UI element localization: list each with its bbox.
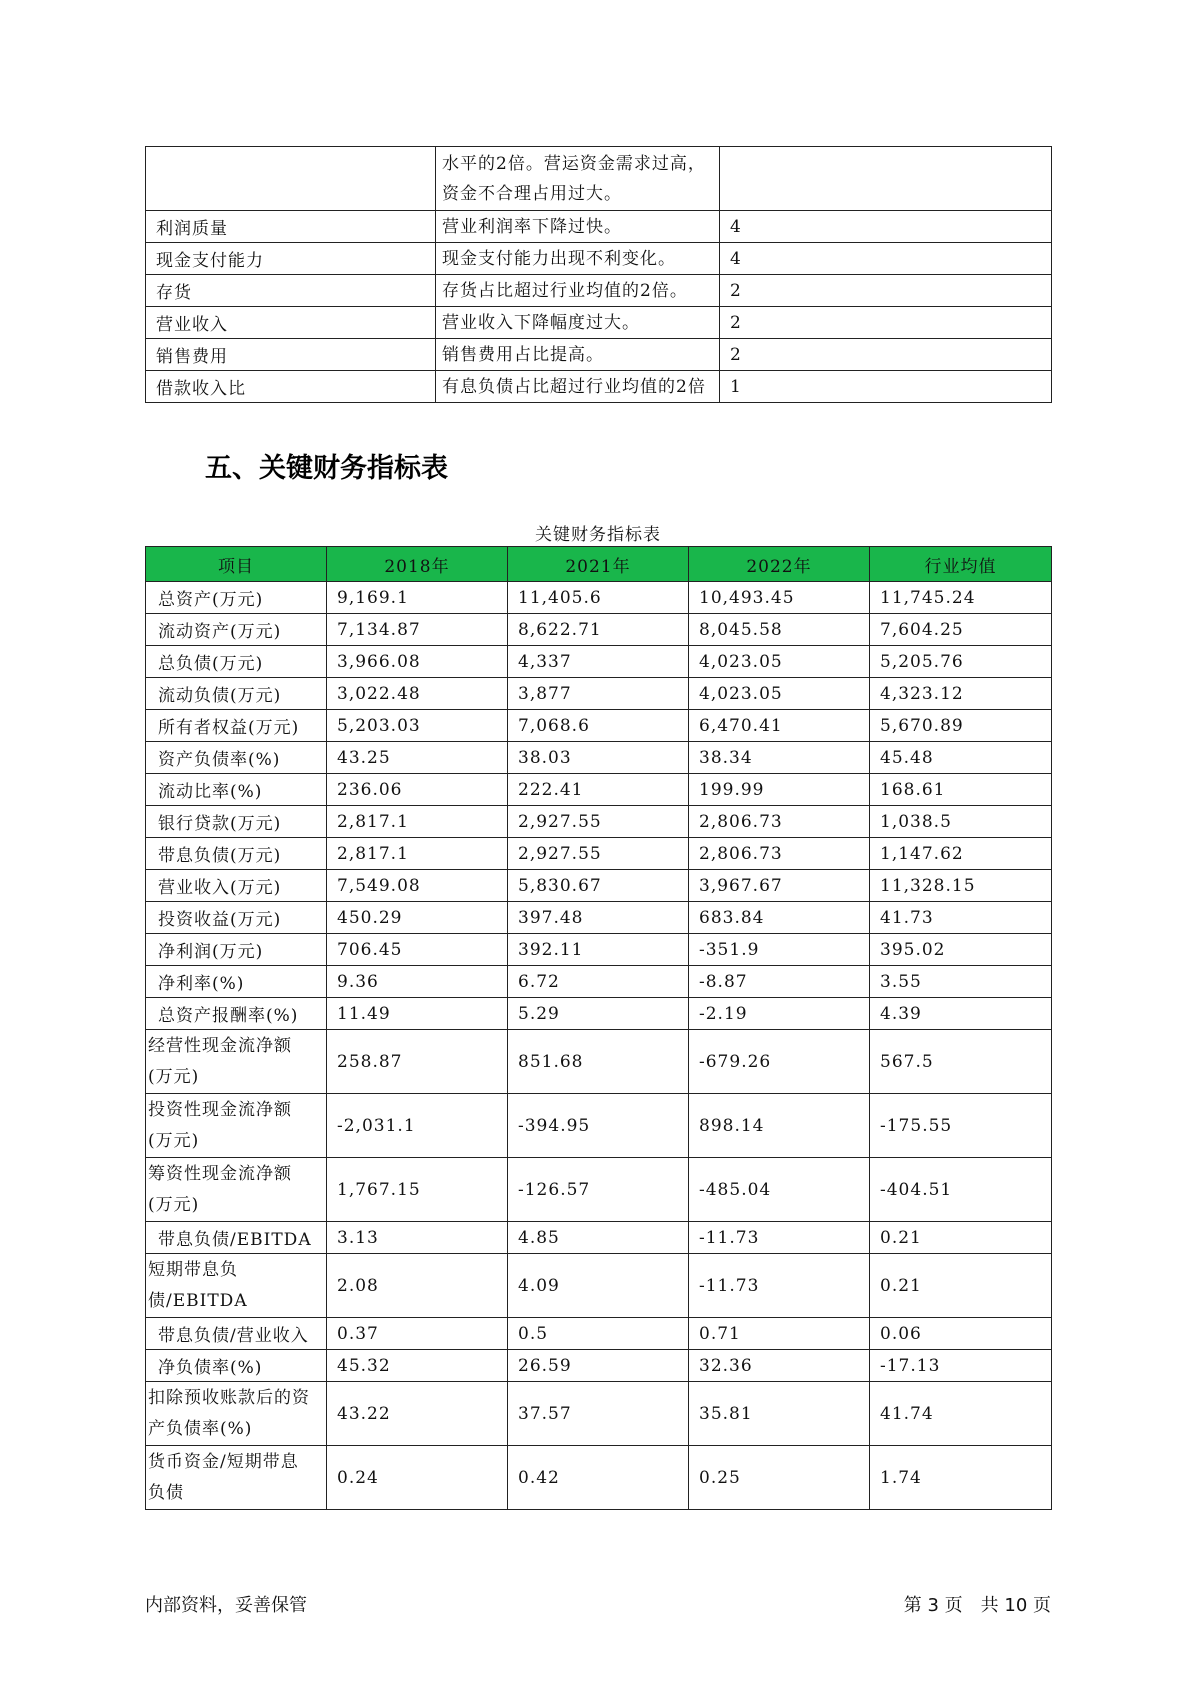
indicator-label: 流动负债(万元): [146, 678, 327, 710]
indicator-value: -126.57: [508, 1158, 689, 1222]
indicator-value: 11,745.24: [870, 582, 1052, 614]
indicator-value: 7,549.08: [327, 870, 508, 902]
risk-score-cell: 4: [720, 243, 1052, 275]
risk-item-cell: 利润质量: [146, 211, 436, 243]
risk-row: [146, 339, 1052, 371]
header-industry-average: 行业均值: [870, 547, 1052, 582]
indicator-value: 7,068.6: [508, 710, 689, 742]
indicator-value: 2,927.55: [508, 806, 689, 838]
indicator-value: 258.87: [327, 1030, 508, 1094]
indicator-value: 2,927.55: [508, 838, 689, 870]
indicator-value: 898.14: [689, 1094, 870, 1158]
indicator-value: 4,323.12: [870, 678, 1052, 710]
indicator-value: 392.11: [508, 934, 689, 966]
risk-score-cell: 1: [720, 371, 1052, 403]
indicator-label: 所有者权益(万元): [146, 710, 327, 742]
indicator-value: 1,767.15: [327, 1158, 508, 1222]
risk-row: [146, 307, 1052, 339]
risk-item-cell: [146, 147, 436, 211]
indicator-value: 0.71: [689, 1318, 870, 1350]
table-row: [146, 614, 1052, 646]
indicator-value: 3.55: [870, 966, 1052, 998]
indicator-label: 总负债(万元): [146, 646, 327, 678]
indicator-value: 1.74: [870, 1446, 1052, 1510]
indicator-value: -351.9: [689, 934, 870, 966]
table-row: [146, 1158, 1052, 1222]
table-row: [146, 1318, 1052, 1350]
indicator-label: 投资收益(万元): [146, 902, 327, 934]
indicator-value: 2,817.1: [327, 806, 508, 838]
indicator-value: 3,877: [508, 678, 689, 710]
indicator-value: 567.5: [870, 1030, 1052, 1094]
table-row: [146, 1446, 1052, 1510]
indicator-value: 41.73: [870, 902, 1052, 934]
table-row: [146, 806, 1052, 838]
indicator-value: 1,038.5: [870, 806, 1052, 838]
indicator-value: 5,203.03: [327, 710, 508, 742]
indicator-value: 43.22: [327, 1382, 508, 1446]
indicator-label: 资产负债率(%): [146, 742, 327, 774]
indicator-label: 带息负债/EBITDA: [146, 1222, 327, 1254]
indicator-value: -17.13: [870, 1350, 1052, 1382]
indicator-value: -2,031.1: [327, 1094, 508, 1158]
indicator-value: 4,023.05: [689, 678, 870, 710]
header-2021: 2021年: [508, 547, 689, 582]
table-row: [146, 902, 1052, 934]
indicator-value: 0.24: [327, 1446, 508, 1510]
indicator-value: -2.19: [689, 998, 870, 1030]
risk-row: [146, 243, 1052, 275]
indicator-value: 2.08: [327, 1254, 508, 1318]
table-row: [146, 1030, 1052, 1094]
indicator-label: 货币资金/短期带息负债: [146, 1446, 327, 1510]
indicator-value: 0.25: [689, 1446, 870, 1510]
indicator-value: 11,405.6: [508, 582, 689, 614]
indicator-value: 0.06: [870, 1318, 1052, 1350]
indicator-value: 8,045.58: [689, 614, 870, 646]
indicator-value: 450.29: [327, 902, 508, 934]
indicator-value: 38.34: [689, 742, 870, 774]
indicator-label: 营业收入(万元): [146, 870, 327, 902]
indicator-value: 6.72: [508, 966, 689, 998]
indicator-value: 0.21: [870, 1254, 1052, 1318]
header-2022: 2022年: [689, 547, 870, 582]
header-item: 项目: [146, 547, 327, 582]
table-row: [146, 870, 1052, 902]
table-row: [146, 582, 1052, 614]
table-row: [146, 966, 1052, 998]
indicator-value: 45.48: [870, 742, 1052, 774]
indicator-value: 2,806.73: [689, 838, 870, 870]
risk-item-cell: 借款收入比: [146, 371, 436, 403]
indicator-label: 银行贷款(万元): [146, 806, 327, 838]
indicator-value: 5,670.89: [870, 710, 1052, 742]
footer-confidential-note: 内部资料，妥善保管: [145, 1595, 307, 1616]
indicator-value: 0.37: [327, 1318, 508, 1350]
indicator-label: 带息负债(万元): [146, 838, 327, 870]
risk-score-cell: 2: [720, 275, 1052, 307]
risk-score-cell: 2: [720, 339, 1052, 371]
indicator-value: 222.41: [508, 774, 689, 806]
section-title: 五、关键财务指标表: [205, 453, 448, 484]
risk-item-cell: 销售费用: [146, 339, 436, 371]
risk-description-cell: 营业收入下降幅度过大。: [436, 307, 720, 339]
indicator-value: 4.09: [508, 1254, 689, 1318]
indicator-label: 短期带息负债/EBITDA: [146, 1254, 327, 1318]
indicator-value: 9,169.1: [327, 582, 508, 614]
indicator-value: 26.59: [508, 1350, 689, 1382]
indicator-value: 0.42: [508, 1446, 689, 1510]
indicator-label: 投资性现金流净额(万元): [146, 1094, 327, 1158]
risk-item-cell: 现金支付能力: [146, 243, 436, 275]
indicator-value: 0.21: [870, 1222, 1052, 1254]
indicator-value: -11.73: [689, 1254, 870, 1318]
indicator-value: 6,470.41: [689, 710, 870, 742]
indicator-value: 168.61: [870, 774, 1052, 806]
indicator-label: 经营性现金流净额(万元): [146, 1030, 327, 1094]
table-row: [146, 742, 1052, 774]
table-row: [146, 1094, 1052, 1158]
indicator-value: 1,147.62: [870, 838, 1052, 870]
table-row: [146, 1222, 1052, 1254]
indicator-value: -175.55: [870, 1094, 1052, 1158]
indicator-value: -404.51: [870, 1158, 1052, 1222]
table-header-row: [146, 547, 1052, 582]
risk-description-cell: 有息负债占比超过行业均值的2倍: [436, 371, 720, 403]
table-row: [146, 678, 1052, 710]
indicator-label: 扣除预收账款后的资产负债率(%): [146, 1382, 327, 1446]
risk-score-cell: 4: [720, 211, 1052, 243]
table-row: [146, 1382, 1052, 1446]
indicator-value: -394.95: [508, 1094, 689, 1158]
indicator-value: 4,337: [508, 646, 689, 678]
indicator-value: 11,328.15: [870, 870, 1052, 902]
indicator-label: 净利润(万元): [146, 934, 327, 966]
table-row: [146, 998, 1052, 1030]
indicator-label: 筹资性现金流净额(万元): [146, 1158, 327, 1222]
risk-row: [146, 211, 1052, 243]
indicator-value: 395.02: [870, 934, 1052, 966]
indicator-value: 851.68: [508, 1030, 689, 1094]
indicator-label: 流动比率(%): [146, 774, 327, 806]
indicator-value: -11.73: [689, 1222, 870, 1254]
risk-description-cell: 存货占比超过行业均值的2倍。: [436, 275, 720, 307]
risk-row: [146, 147, 1052, 211]
risk-row: [146, 371, 1052, 403]
footer-page-number: 第 3 页 共 10 页: [903, 1595, 1051, 1616]
indicator-value: 236.06: [327, 774, 508, 806]
table-row: [146, 1254, 1052, 1318]
indicator-value: 5,205.76: [870, 646, 1052, 678]
risk-score-cell: 2: [720, 307, 1052, 339]
table-row: [146, 774, 1052, 806]
indicator-value: 37.57: [508, 1382, 689, 1446]
indicator-label: 流动资产(万元): [146, 614, 327, 646]
table-row: [146, 646, 1052, 678]
risk-indicator-table: [145, 146, 1052, 403]
indicator-value: 45.32: [327, 1350, 508, 1382]
risk-score-cell: [720, 147, 1052, 211]
table-row: [146, 710, 1052, 742]
risk-description-cell: 营业利润率下降过快。: [436, 211, 720, 243]
indicator-value: 3,966.08: [327, 646, 508, 678]
indicator-value: -679.26: [689, 1030, 870, 1094]
indicator-value: 199.99: [689, 774, 870, 806]
indicator-value: 2,817.1: [327, 838, 508, 870]
risk-description-cell: 销售费用占比提高。: [436, 339, 720, 371]
indicator-value: 32.36: [689, 1350, 870, 1382]
risk-item-cell: 营业收入: [146, 307, 436, 339]
indicator-value: 3,967.67: [689, 870, 870, 902]
risk-description-cell: 水平的2倍。营运资金需求过高，资金不合理占用过大。: [436, 147, 720, 211]
indicator-value: 5,830.67: [508, 870, 689, 902]
indicator-value: 38.03: [508, 742, 689, 774]
indicator-value: 7,604.25: [870, 614, 1052, 646]
indicator-value: 5.29: [508, 998, 689, 1030]
indicator-value: 2,806.73: [689, 806, 870, 838]
table-row: [146, 934, 1052, 966]
indicator-value: 43.25: [327, 742, 508, 774]
indicator-value: 35.81: [689, 1382, 870, 1446]
indicator-value: 706.45: [327, 934, 508, 966]
indicator-value: 3,022.48: [327, 678, 508, 710]
indicator-value: 4,023.05: [689, 646, 870, 678]
key-financial-indicators-table: [145, 546, 1052, 1510]
table-caption: 关键财务指标表: [535, 525, 661, 545]
indicator-value: 10,493.45: [689, 582, 870, 614]
indicator-value: 8,622.71: [508, 614, 689, 646]
risk-item-cell: 存货: [146, 275, 436, 307]
indicator-value: 3.13: [327, 1222, 508, 1254]
indicator-value: 7,134.87: [327, 614, 508, 646]
indicator-label: 带息负债/营业收入: [146, 1318, 327, 1350]
header-2018: 2018年: [327, 547, 508, 582]
indicator-value: -485.04: [689, 1158, 870, 1222]
indicator-value: 4.85: [508, 1222, 689, 1254]
indicator-value: 41.74: [870, 1382, 1052, 1446]
indicator-value: 9.36: [327, 966, 508, 998]
indicator-value: 11.49: [327, 998, 508, 1030]
indicator-label: 总资产(万元): [146, 582, 327, 614]
indicator-label: 净负债率(%): [146, 1350, 327, 1382]
risk-description-cell: 现金支付能力出现不利变化。: [436, 243, 720, 275]
indicator-value: 0.5: [508, 1318, 689, 1350]
risk-row: [146, 275, 1052, 307]
indicator-value: 4.39: [870, 998, 1052, 1030]
indicator-value: -8.87: [689, 966, 870, 998]
indicator-value: 397.48: [508, 902, 689, 934]
indicator-value: 683.84: [689, 902, 870, 934]
table-row: [146, 838, 1052, 870]
indicator-label: 总资产报酬率(%): [146, 998, 327, 1030]
indicator-label: 净利率(%): [146, 966, 327, 998]
table-row: [146, 1350, 1052, 1382]
